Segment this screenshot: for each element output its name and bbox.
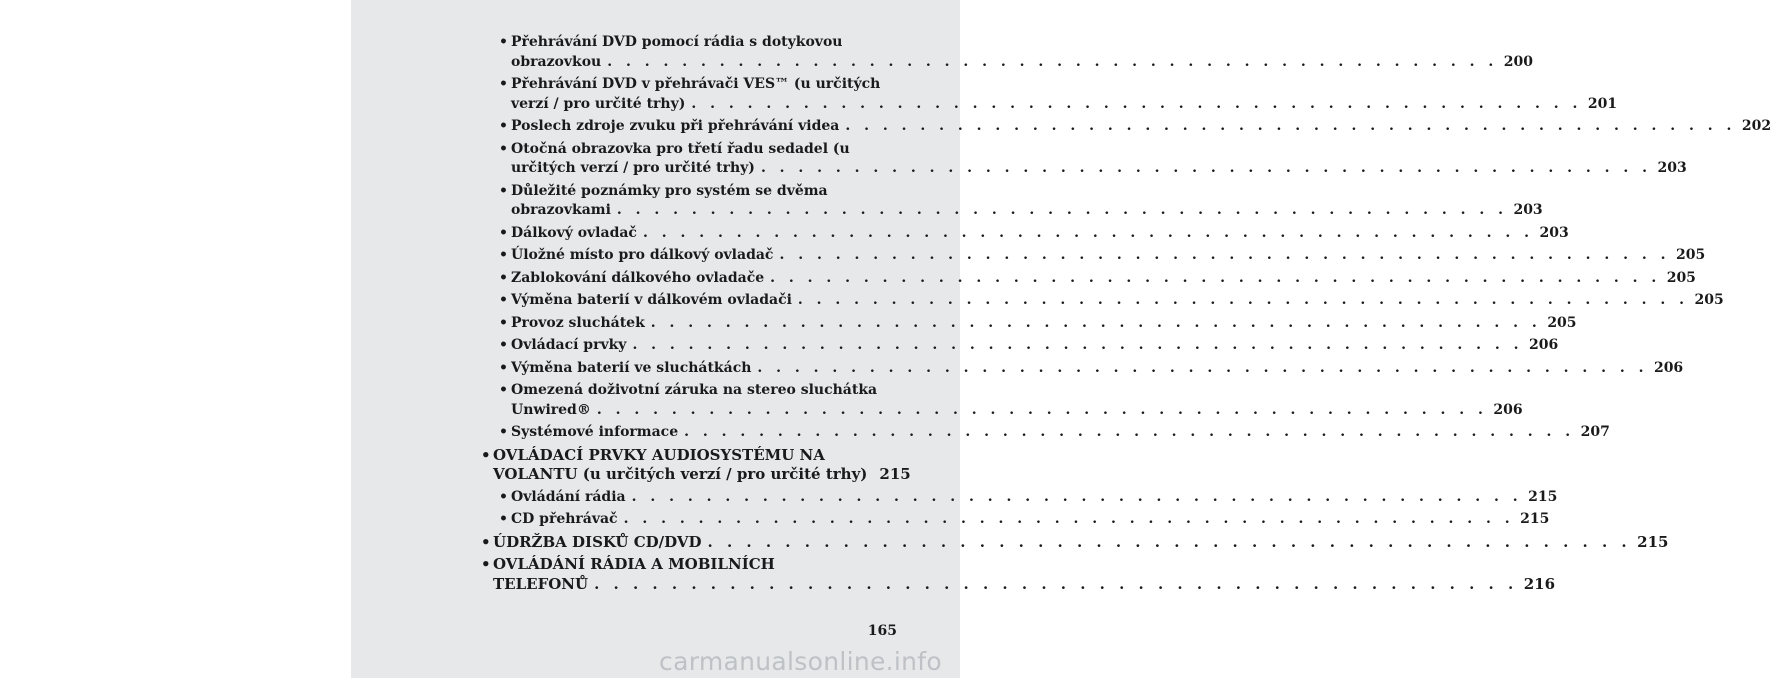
toc-entry-page: 202 [1741, 118, 1771, 134]
toc-entry-text: • Ovládání rádia [511, 488, 626, 505]
toc-entry [481, 269, 1696, 289]
toc-entry [481, 359, 1684, 379]
toc-entry-text: • Poslech zdroje zvuku při přehrávání videa [511, 118, 840, 134]
toc-entry-text: obrazovkami [511, 202, 611, 218]
toc-entry-title-cont [499, 401, 1523, 421]
toc-entry-title-cont [481, 465, 911, 485]
toc-entry-page: 215 [1637, 532, 1669, 551]
dot-leader: . . . . . . . . . . . . . . . . . . . . . . . . . . . . . . . . . . . . . . . . . . . . . . . . [596, 401, 1488, 418]
toc-entry [481, 182, 1543, 221]
toc-entry-title: • Omezená doživotní záruka na stereo sluchátka [499, 381, 898, 401]
toc-entry-page: 201 [1587, 95, 1618, 112]
toc-entry-page: 206 [1653, 359, 1684, 376]
toc-entry [481, 117, 1771, 137]
dot-leader: . . . . . . . . . . . . . . . . . . . . . . . . . . . . . . . . . . . . . . . . . . . . . . . . [779, 247, 1670, 263]
toc-entry-text: • Úložné místo pro dálkový ovladač [511, 247, 774, 263]
toc-entry-page: 215 [1520, 511, 1550, 527]
dot-leader: . . . . . . . . . . . . . . . . . . . . . . . . . . . . . . . . . . . . . . . . . . . . . . . . [760, 160, 1652, 176]
toc-entry-page: 215 [1528, 488, 1558, 505]
toc-entry [481, 445, 911, 485]
table-of-contents [481, 33, 1771, 597]
dot-leader: . . . . . . . . . . . . . . . . . . . . . . . . . . . . . . . . . . . . . . . . . . . . . . . . [757, 359, 1648, 376]
toc-entry-page: 203 [1539, 224, 1569, 241]
toc-entry [481, 33, 1533, 72]
toc-entry [481, 488, 1558, 508]
toc-entry-title: • OVLÁDACÍ PRVKY AUDIOSYSTÉMU NA [481, 446, 898, 466]
toc-entry-text: TELEFONŮ [493, 574, 589, 593]
toc-entry-title [499, 314, 1577, 334]
toc-entry [481, 532, 1669, 553]
toc-entry [481, 510, 1550, 530]
toc-entry-text: verzí / pro určité trhy) [511, 95, 686, 112]
toc-entry-page: 203 [1513, 202, 1543, 218]
dot-leader: . . . . . . . . . . . . . . . . . . . . . . . . . . . . . . . . . . . . . . . . . . . . . . . . [845, 118, 1736, 134]
toc-entry [481, 381, 1523, 420]
toc-entry [481, 314, 1577, 334]
dot-leader: . . . . . . . . . . . . . . . . . . . . . . . . . . . . . . . . . . . . . . . . . . . . . . . . [632, 337, 1523, 353]
toc-entry-title: • Přehrávání DVD v přehrávači VES™ (u určitých [499, 75, 898, 95]
toc-entry-title: • OVLÁDÁNÍ RÁDIA A MOBILNÍCH [481, 555, 898, 575]
dot-leader: . . . . . . . . . . . . . . . . . . . . . . . . . . . . . . . . . . . . . . . . . . . . . . . . [770, 269, 1661, 286]
toc-entry-text: obrazovkou [511, 53, 602, 70]
toc-entry-text: • Dálkový ovladač [511, 224, 637, 241]
toc-entry-page: 205 [1676, 247, 1706, 263]
toc-entry-text: • CD přehrávač [511, 511, 618, 527]
toc-entry-page: 206 [1493, 401, 1523, 418]
dot-leader: . . . . . . . . . . . . . . . . . . . . . . . . . . . . . . . . . . . . . . . . . . . . . . . . [691, 95, 1582, 112]
toc-entry-text: VOLANTU (u určitých verzí / pro určité trhy) [493, 465, 868, 483]
toc-entry-page: 207 [1580, 424, 1610, 440]
dot-leader: . . . . . . . . . . . . . . . . . . . . . . . . . . . . . . . . . . . . . . . . . . . . . . . . [642, 224, 1534, 241]
toc-entry [481, 224, 1569, 244]
toc-entry-text: • Výměna baterií ve sluchátkách [511, 359, 752, 376]
toc-entry-title [499, 359, 1684, 379]
toc-entry-text: • Výměna baterií v dálkovém ovladači [511, 292, 792, 308]
toc-entry [481, 246, 1706, 266]
toc-entry-title: • Důležité poznámky pro systém se dvěma [499, 182, 898, 202]
toc-entry [481, 140, 1687, 179]
dot-leader: . . . . . . . . . . . . . . . . . . . . . . . . . . . . . . . . . . . . . . . . . . . . . . . . [684, 424, 1575, 440]
toc-entry-page: 205 [1547, 314, 1577, 331]
page-number: 165 [867, 623, 897, 639]
toc-entry-title: • Otočná obrazovka pro třetí řadu sedadel (u [499, 140, 898, 160]
toc-entry-page: 216 [1523, 574, 1556, 593]
toc-entry-title [499, 117, 1771, 137]
dot-leader: . . . . . . . . . . . . . . . . . . . . . . . . . . . . . . . . . . . . . . . . . . . . . . . . [623, 511, 1515, 527]
dot-leader: . . . . . . . . . . . . . . . . . . . . . . . . . . . . . . . . . . . . . . . . . . . . . . . . [707, 532, 1632, 551]
toc-entry [481, 423, 1610, 443]
toc-entry-page: 215 [879, 465, 911, 483]
toc-entry [481, 336, 1559, 356]
toc-entry-title-cont [499, 159, 1687, 179]
toc-entry-title [499, 336, 1559, 356]
toc-entry-text: • Systémové informace [511, 424, 679, 440]
toc-entry-text: • Provoz sluchátek [511, 314, 645, 331]
toc-entry-text: Unwired® [511, 401, 591, 418]
toc-entry-title [481, 532, 1669, 553]
toc-entry-page: 205 [1694, 292, 1724, 308]
toc-entry-text: určitých verzí / pro určité trhy) [511, 160, 755, 176]
toc-entry-title-cont [499, 201, 1543, 221]
toc-entry-title-cont [499, 53, 1533, 73]
dot-leader: . . . . . . . . . . . . . . . . . . . . . . . . . . . . . . . . . . . . . . . . . . . . . . . . [607, 53, 1498, 70]
dot-leader: . . . . . . . . . . . . . . . . . . . . . . . . . . . . . . . . . . . . . . . . . . . . . . . . [797, 292, 1689, 308]
toc-entry-title [499, 291, 1724, 311]
toc-entry-title [499, 246, 1706, 266]
toc-entry [481, 75, 1618, 114]
toc-entry-title [499, 269, 1696, 289]
toc-entry-text: • ÚDRŽBA DISKŮ CD/DVD [493, 532, 702, 551]
dot-leader: . . . . . . . . . . . . . . . . . . . . . . . . . . . . . . . . . . . . . . . . . . . . . . . . [616, 202, 1508, 218]
toc-entry [481, 291, 1724, 311]
toc-entry-title-cont [499, 95, 1618, 115]
watermark: carmanualsonline.info [659, 647, 942, 676]
dot-leader: . . . . . . . . . . . . . . . . . . . . . . . . . . . . . . . . . . . . . . . . . . . . . . . . [650, 314, 1542, 331]
toc-entry-text: • Zablokování dálkového ovladače [511, 269, 765, 286]
toc-entry-page: 203 [1657, 160, 1687, 176]
toc-entry-page: 200 [1503, 53, 1533, 70]
dot-leader: . . . . . . . . . . . . . . . . . . . . . . . . . . . . . . . . . . . . . . . . . . . . . . . . [631, 488, 1523, 505]
toc-entry-text: • Ovládací prvky [511, 337, 627, 353]
toc-entry-title [499, 488, 1558, 508]
toc-entry-page: 205 [1666, 269, 1696, 286]
dot-leader: . . . . . . . . . . . . . . . . . . . . . . . . . . . . . . . . . . . . . . . . . . . . . . . . [594, 574, 1518, 593]
toc-entry-title [499, 423, 1610, 443]
toc-entry-title: • Přehrávání DVD pomocí rádia s dotykovou [499, 33, 898, 53]
toc-entry-title [499, 510, 1550, 530]
toc-entry [481, 555, 1556, 594]
toc-entry-title [499, 224, 1569, 244]
manual-page [351, 0, 1771, 678]
toc-entry-page: 206 [1528, 337, 1559, 353]
toc-entry-title-cont [481, 574, 1556, 595]
